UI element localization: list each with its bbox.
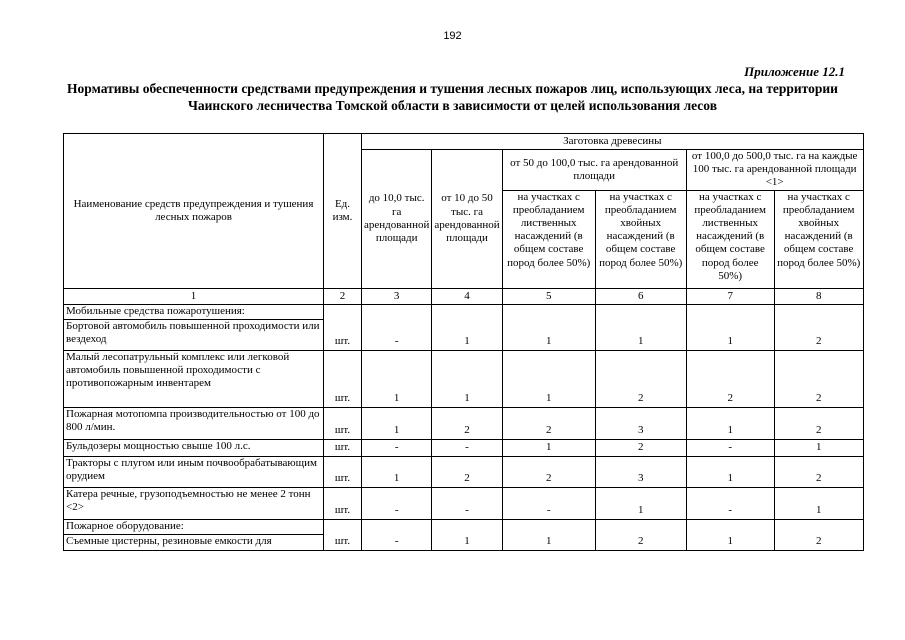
- row-value: 2: [774, 407, 863, 439]
- row-value: -: [432, 439, 502, 456]
- row-name: Бортовой автомобиль повышенной проходимости или вездеход: [64, 319, 324, 350]
- row-value: -: [362, 439, 432, 456]
- row-value: 2: [774, 304, 863, 350]
- row-value: 2: [432, 407, 502, 439]
- header-unit: Ед. изм.: [324, 134, 362, 289]
- header-group: Заготовка древесины: [362, 134, 864, 150]
- row-value: 1: [432, 304, 502, 350]
- header-name: Наименование средств предупреждения и тушения лесных пожаров: [64, 134, 324, 289]
- row-value: 1: [686, 304, 774, 350]
- row-value: 1: [502, 304, 595, 350]
- table-row: [64, 350, 864, 407]
- header-coniferous-1: на участках с преобладанием хвойных насаждений (в общем составе пород более 50%): [595, 190, 686, 288]
- row-value: 2: [432, 456, 502, 487]
- row-value: 2: [595, 350, 686, 407]
- table-row: [64, 519, 864, 534]
- row-name: Бульдозеры мощностью свыше 100 л.с.: [64, 439, 324, 456]
- row-value: 1: [774, 439, 863, 456]
- row-value: 1: [432, 350, 502, 407]
- row-value: 3: [595, 456, 686, 487]
- table-row: [64, 456, 864, 487]
- row-value: 3: [595, 407, 686, 439]
- col-number: 8: [774, 288, 863, 304]
- row-value: 2: [774, 456, 863, 487]
- row-value: -: [362, 487, 432, 519]
- header-coniferous-2: на участках с преобладанием хвойных насаждений (в общем составе пород более 50%): [774, 190, 863, 288]
- table-row: [64, 487, 864, 519]
- row-value: 2: [502, 456, 595, 487]
- column-number-row: [64, 288, 864, 304]
- table-row: [64, 439, 864, 456]
- row-name: Катера речные, грузоподъемностью не менее 2 тонн <2>: [64, 487, 324, 519]
- table-row: [64, 407, 864, 439]
- row-value: 1: [502, 439, 595, 456]
- header-50-to-100: от 50 до 100,0 тыс. га арендованной площади: [502, 150, 686, 191]
- row-value: 1: [686, 407, 774, 439]
- row-value: 1: [362, 407, 432, 439]
- row-value: 2: [595, 439, 686, 456]
- row-name: Пожарная мотопомпа производительностью от 100 до 800 л/мин.: [64, 407, 324, 439]
- col-number: 7: [686, 288, 774, 304]
- row-value: 1: [595, 487, 686, 519]
- norms-table: [63, 133, 864, 551]
- document-title: Нормативы обеспеченности средствами предупреждения и тушения лесных пожаров лиц, использующих леса, на территории Чаинского лесничества Томской области в зависимости от целей использования лесов: [67, 81, 838, 113]
- row-value: -: [362, 304, 432, 350]
- header-100-to-500: от 100,0 до 500,0 тыс. га на каждые 100 тыс. га арендованной площади <1>: [686, 150, 863, 191]
- row-value: 1: [686, 519, 774, 550]
- row-value: 1: [362, 350, 432, 407]
- row-name: Съемные цистерны, резиновые емкости для: [64, 534, 324, 550]
- row-value: 1: [774, 487, 863, 519]
- row-value: 1: [502, 350, 595, 407]
- row-value: 2: [502, 407, 595, 439]
- row-value: 1: [432, 519, 502, 550]
- row-value: -: [686, 487, 774, 519]
- row-unit: шт.: [324, 487, 362, 519]
- col-number: 4: [432, 288, 502, 304]
- header-deciduous-1: на участках с преобладанием лиственных насаждений (в общем составе пород более 50%): [502, 190, 595, 288]
- col-number: 3: [362, 288, 432, 304]
- row-value: 1: [686, 456, 774, 487]
- appendix-label: Приложение 12.1: [744, 64, 845, 79]
- row-unit: шт.: [324, 456, 362, 487]
- col-number: 5: [502, 288, 595, 304]
- row-value: 2: [595, 519, 686, 550]
- row-value: -: [362, 519, 432, 550]
- row-unit: шт.: [324, 407, 362, 439]
- row-unit: шт.: [324, 350, 362, 407]
- row-value: -: [686, 439, 774, 456]
- header-deciduous-2: на участках с преобладанием лиственных насаждений (в общем составе пород более 50%): [686, 190, 774, 288]
- row-name: Пожарное оборудование:: [64, 519, 324, 534]
- row-value: 1: [502, 519, 595, 550]
- header-10-to-50: от 10 до 50 тыс. га арендованной площади: [432, 150, 502, 289]
- row-value: 1: [362, 456, 432, 487]
- page-number: 192: [443, 30, 462, 42]
- row-unit: шт.: [324, 304, 362, 350]
- row-value: -: [502, 487, 595, 519]
- row-name: Тракторы с плугом или иным почвообрабатывающим орудием: [64, 456, 324, 487]
- header-up-to-10: до 10,0 тыс. га арендованной площади: [362, 150, 432, 289]
- row-value: 1: [595, 304, 686, 350]
- row-unit: шт.: [324, 519, 362, 550]
- col-number: 2: [324, 288, 362, 304]
- row-unit: шт.: [324, 439, 362, 456]
- row-value: 2: [774, 350, 863, 407]
- row-value: 2: [774, 519, 863, 550]
- table-row: [64, 304, 864, 319]
- col-number: 6: [595, 288, 686, 304]
- row-value: -: [432, 487, 502, 519]
- row-name: Мобильные средства пожаротушения:: [64, 304, 324, 319]
- col-number: 1: [64, 288, 324, 304]
- row-name: Малый лесопатрульный комплекс или легковой автомобиль повышенной проходимости с противопожарным инвентарем: [64, 350, 324, 407]
- row-value: 2: [686, 350, 774, 407]
